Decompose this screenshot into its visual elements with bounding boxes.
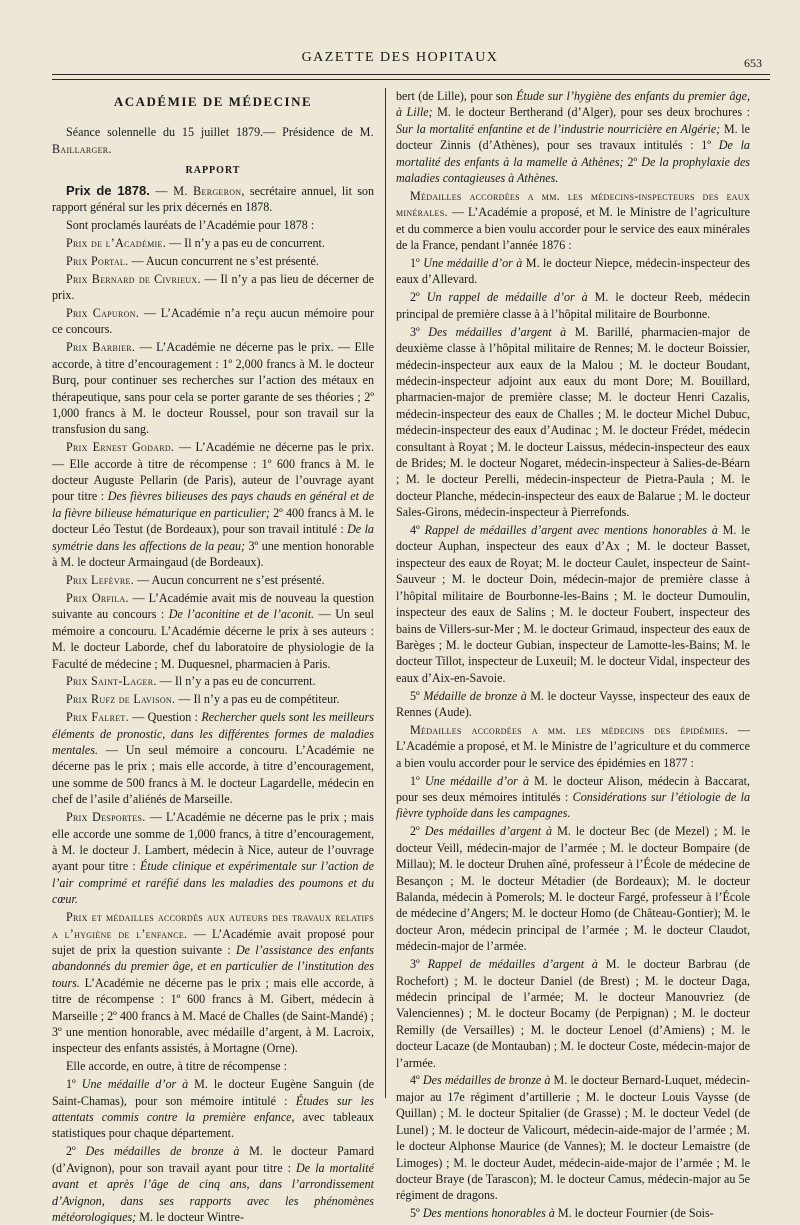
paragraph-bergeron: Prix de 1878. — M. Bergeron, secrétaire annuel, lit son rapport général sur les prix décernés en 1878.: [52, 182, 374, 215]
section-title: ACADÉMIE DE MÉDECINE: [113, 94, 313, 109]
paragraph-prix-orfila: Prix Orfila. — L’Académie avait mis de nouveau la question suivante au concours : De l’aconitine et de l’aconit. — Un seul mémoire a concouru. L’Académie décerne le prix à ses auteurs : M. le docteur Laborde, chef du laboratoire de physiologie de la Faculté de médecine ; M. Duquesnel, pharmacien à Paris.: [52, 590, 374, 671]
header-rule: [52, 74, 770, 75]
paragraph-prix-portal: Prix Portal. — Aucun concurrent ne s’est présenté.: [66, 253, 319, 268]
paragraph-hygiene-enfance: Prix et médailles accordés aux auteurs des travaux relatifs a l’hygiène de l’enfance. — L’Académie avait proposé pour sujet de prix la question suivante : De l’assistance des enfants abandonnés du premier âge, et en particulier de l’institution des tours. L’Académie ne décerne pas le prix ; mais elle accorde, à titre de récompense : 1º 600 francs à M. Gibert, médecin à Marseille ; 2º 400 francs à M. Macé de Challes (de Saint-Mandé) ; 3º une mention honorable, avec médaille d’argent, à M. Lacroix, inspecteur des enfants assistés, à Mortagne (Orne).: [52, 910, 374, 1056]
left-column: [52, 88, 375, 1224]
paragraph-laureats: Sont proclamés lauréats de l’Académie pour 1878 :: [66, 217, 315, 232]
paragraph-medailles-bronze: 2º Des médailles de bronze à M. le docteur Pamard (d’Avignon), pour son travail ayant pour titre : De la mortalité avant et après l’âge de cinq ans, dans l’arrondissement d’Avignon, dans ses rapports avec les phénomènes météorologiques; M. le docteur Wintre-: [52, 1144, 375, 1224]
paragraph-epid-2: 2º Des médailles d’argent à M. le docteur Bec (de Mezel) ; M. le docteur Veill, médecin-major de l’armée ; M. le docteur Bompaire (de Millau); M. le docteur Druhen aîné, professeur à l’École de médecine de Besançon ; M. le docteur Métadier (de Bordeaux); M. le docteur Balanda, médecin à Pomerols; M. le docteur Fargé, professeur à l’École de médecine d’Angers; M. le docteur Homo (de Château-Gontier); M. le docteur Aron, médecin principal de l’armée ; M. le docteur Claudot, médecin-major de l’armée.: [396, 824, 750, 954]
paragraph-prix-civrieux: Prix Bernard de Civrieux. — Il n’y a pas lieu de décerner de prix.: [52, 271, 374, 303]
paragraph-prix-capuron: Prix Capuron. — L’Académie n’a reçu aucun mémoire pour ce concours.: [52, 305, 374, 337]
paragraph-medaille-or: 1º Une médaille d’or à M. le docteur Eugène Sanguin (de Saint-Chamas), pour son mémoire intitulé : Études sur les attentats commis contre la première enfance, avec tableaux statistiques pour chaque département.: [52, 1077, 375, 1141]
paragraph-epid-1: 1º Une médaille d’or à M. le docteur Alison, médecin à Baccarat, pour ses deux mémoires intitulés : Considérations sur l’étiologie de la fièvre typhoïde dans les campagnes.: [396, 773, 750, 821]
paragraph-eaux-2: 2º Un rappel de médaille d’or à M. le docteur Reeb, médecin principal de première classe à à l’hôpital militaire de Bourbonne.: [396, 290, 750, 321]
paragraph-epidemies: Médailles accordées a mm. les médecins des épidémies. — L’Académie a proposé, et M. le Ministre de l’agriculture et du commerce a bien voulu accorder pour le service des épidémies en 1877 :: [396, 722, 750, 770]
header-rule: [52, 79, 770, 80]
paragraph-prix-rufz: Prix Rufz de Lavison. — Il n’y a pas eu de compétiteur.: [66, 692, 340, 707]
paragraph-prix-lefevre: Prix Lefèvre. — Aucun concurrent ne s’est présenté.: [66, 572, 325, 587]
running-header: GAZETTE DES HOPITAUX: [301, 50, 499, 65]
paragraph-eaux-4: 4º Rappel de médailles d’argent avec mentions honorables à M. le docteur Auphan, inspecteur des eaux d’Ax ; M. le docteur Basset, inspecteur des eaux de Royat; M. le docteur Caulet, inspecteur de Saint-Sauveur ; M. le docteur Doin, médecin-major de première classe à l’hôpital militaire de Bourbonne-les-Bains ; M. le docteur Dumoulin, inspecteur des eaux de Salins ; M. le docteur Foubert, inspecteur des bains de Villers-sur-Mer ; M. le docteur Grimaud, inspecteur des eaux de Barèges ; M. le docteur Gubian, inspecteur de Lamotte-les-Bains; M. le docteur Tillot, inspecteur de Luxeuil; M. le docteur Vidal, inspecteur des eaux d’Aix-en-Savoie.: [396, 523, 750, 685]
paragraph-epid-5: 5º Des mentions honorables à M. le docteur Fournier (de Sois-: [410, 1206, 714, 1221]
rapport-heading: RAPPORT: [185, 165, 241, 177]
paragraph-epid-3: 3º Rappel de médailles d’argent à M. le docteur Barbrau (de Rochefort) ; M. le docteur Daniel (de Brest) ; M. le docteur Daga, médecin principal de l’armée; M. le docteur Manouvriez (de Valenciennes) ; M. le docteur Bocamy (de Perpignan) ; M. le docteur Remilly (de Versailles) ; M. le docteur Lenoel (d’Amiens) ; M. le docteur Lacaze (de Montauban) ; M. le docteur Coste, médecin-major de l’armée.: [396, 957, 750, 1070]
session-line: Séance solennelle du 15 juillet 1879.— Présidence de M. Baillarger.: [52, 125, 374, 156]
paragraph-eaux-1: 1º Une médaille d’or à M. le docteur Niepce, médecin-inspecteur des eaux d’Allevard.: [396, 256, 750, 287]
paragraph-prix-barbier: Prix Barbier. — L’Académie ne décerne pas le prix. — Elle accorde, à titre d’encouragement : 1º 2,000 francs à M. le docteur Burq, pour continuer ses recherches sur l’action des métaux en thérapeutique, sans pour cela se porter garante de ses théories ; 2º 1,000 francs à M. le docteur Roussel, pour son travail sur la transfusion du sang.: [52, 340, 374, 437]
paragraph-prix-desportes: Prix Desportes. — L’Académie ne décerne pas le prix ; mais elle accorde une somme de 1,000 francs, à titre d’encouragement, à M. le docteur J. Lambert, médecin à Nice, auteur de l’ouvrage ayant pour titre : Étude clinique et expérimentale sur l’action de l’air comprimé et raréfié dans les maladies des poumons et du cœur.: [52, 810, 374, 907]
paragraph-continuation: bert (de Lille), pour son Étude sur l’hygiène des enfants du premier âge, à Lille; M. le docteur Bertherand (d’Alger), pour ses deux brochures : Sur la mortalité enfantine et de l’industrie nourricière en Algérie; M. le docteur Zinnis (d’Athènes), pour ses travaux intitulés : 1º De la mortalité des enfants à la mamelle à Athènes; 2º De la prophylaxie des maladies contagieuses à Athènes.: [396, 89, 751, 186]
paragraph-eaux-5: 5º Médaille de bronze à M. le docteur Vaysse, inspecteur des eaux de Rennes (Aude).: [396, 688, 750, 720]
paragraph-eaux-3: 3º Des médailles d’argent à M. Barillé, pharmacien-major de deuxième classe à l’hôpital militaire de Rennes; M. le docteur Boissier, médecin-inspecteur aux eaux de la Malou ; M. le docteur Boudant, médecin-inspecteur adjoint aux eaux du mont Dore; M. Bouillard, pharmacien-major de première classe; M. le docteur Henri Cazalis, médecin-inspecteur des eaux de Challes ; M. le docteur Michel Dubuc, médecin-inspecteur des eaux d’Audinac ; M. le docteur Frédet, médecin consultant à Royat ; M. le docteur Laissus, médecin-inspecteur des eaux de Brides; M. le docteur Nogaret, médecin-inspecteur à Salies-de-Béarn ; M. le docteur Perelli, médecin-inspecteur de Pietra-Paula ; M. le docteur Planche, médecin-inspecteur des eaux de Balarue ; M. le docteur Sales-Girons, médecin-inspecteur à Pierrefonds.: [396, 324, 750, 520]
paragraph-epid-4: 4º Des médailles de bronze à M. le docteur Bernard-Luquet, médecin-major au 17e régiment d’artillerie ; M. le docteur Louis Vaysse (de Quillan) ; M. le docteur Spitalier (de Grasse) ; M. le docteur Vedel (de Lunel) ; M. le docteur de Valicourt, médecin-aide-major de l’armée ; M. le docteur Alphonse Maurice (de Vannes); M. le docteur Lemaistre (de Limoges) ; M. le docteur Audet, médecin-aide-major de l’armée ; M. le docteur Braye (de Tarascon); M. le docteur Camus, médecin-major au 5e régiment de dragons.: [396, 1073, 750, 1203]
paragraph-accorde: Elle accorde, en outre, à titre de récompense :: [66, 1059, 287, 1074]
right-column: [396, 88, 751, 1221]
page-number: 653: [744, 56, 762, 70]
column-divider: [385, 88, 386, 1098]
paragraph-eaux-minerales: Médailles accordées a mm. les médecins-inspecteurs des eaux minérales. — L’Académie a proposé, et M. le Ministre de l’agriculture et du commerce a bien voulu accorder pour le service des eaux minérales de la France, pendant l’année 1876 :: [396, 188, 750, 253]
paragraph-prix-academie: Prix de l’Académie. — Il n’y a pas eu de concurrent.: [66, 235, 325, 250]
paragraph-prix-falret: Prix Falret. — Question : Rechercher quels sont les meilleurs éléments de pronostic, dans les différentes formes de maladies mentales. — Un seul mémoire a concouru. L’Académie ne décerne pas le prix ; mais elle accorde, à titre d’encouragement, une somme de 500 francs à M. le docteur Lagardelle, médecin en chef de l’asile d’aliénés de Marseille.: [52, 710, 375, 807]
paragraph-prix-saint-lager: Prix Saint-Lager. — Il n’y a pas eu de concurrent.: [66, 674, 316, 689]
paragraph-prix-godard: Prix Ernest Godard. — L’Académie ne décerne pas le prix. — Elle accorde à titre de récompense : 1º 600 francs à M. le docteur Auguste Pellarin (de Paris), auteur de l’ouvrage ayant pour titre : Des fièvres bilieuses des pays chauds en général et de la fièvre bilieuse hématurique en particulier; 2º 400 francs à M. le docteur Léo Testut (de Bordeaux), pour son travail intitulé : De la symétrie dans les affections de la peau; 3º une mention honorable à M. le docteur Armaingaud (de Bordeaux).: [52, 440, 374, 570]
